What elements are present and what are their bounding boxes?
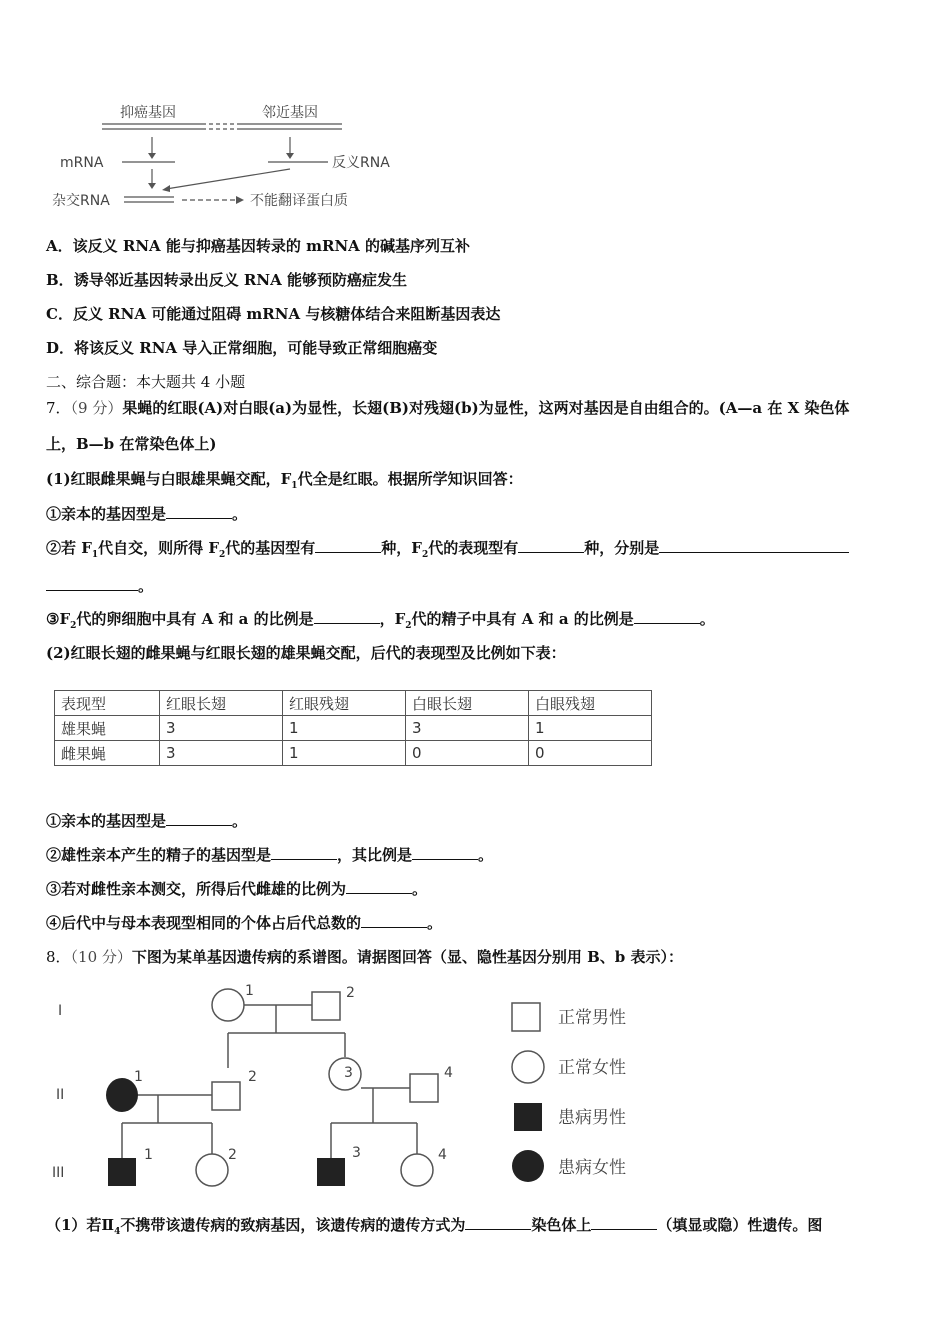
table-header: 白眼残翅 bbox=[529, 691, 652, 716]
table-row bbox=[55, 716, 652, 741]
generation-label: III bbox=[52, 1165, 65, 1181]
phenotype-table bbox=[54, 690, 652, 766]
individual-number: 3 bbox=[352, 1145, 361, 1161]
neighbor-gene-label: 邻近基因 bbox=[262, 105, 318, 121]
table-cell: 3 bbox=[160, 716, 283, 741]
table-header-row bbox=[55, 691, 652, 716]
section-heading: 二、综合题：本大题共 4 小题 bbox=[46, 373, 246, 391]
mrna-label: mRNA bbox=[60, 155, 104, 171]
table-header: 红眼长翅 bbox=[160, 691, 283, 716]
q7-p2-q4: ④后代中与母本表现型相同的个体占后代总数的 。 bbox=[46, 914, 443, 932]
table-cell: 3 bbox=[160, 741, 283, 766]
q7-stem-line1: 7．（9 分）果蝇的红眼(A)对白眼(a)为显性，长翅(B)对残翅(b)为显性，这两对基因是自由组合的。(A—a 在 X 染色体 bbox=[46, 399, 850, 417]
table-cell: 1 bbox=[283, 741, 406, 766]
individual-number: 3 bbox=[344, 1065, 353, 1081]
individual-number: 2 bbox=[346, 985, 355, 1001]
table-cell: 0 bbox=[529, 741, 652, 766]
q8-sub-q1: （1）若$Ⅱ_4$不携带该遗传病的致病基因，该遗传病的遗传方式为 染色体上 （填显或隐）性遗传。图 bbox=[46, 1216, 823, 1237]
option-d: D．将该反义 RNA 导入正常细胞，可能导致正常细胞癌变 bbox=[46, 339, 438, 357]
q7-p1-q1: ①亲本的基因型是 。 bbox=[46, 505, 248, 523]
generation-label: II bbox=[56, 1087, 65, 1103]
table-cell: 雌果蝇 bbox=[55, 741, 160, 766]
legend-affected-male: 患病男性 bbox=[558, 1108, 626, 1128]
individual-number: 4 bbox=[444, 1065, 453, 1081]
table-cell: 1 bbox=[529, 716, 652, 741]
antisense-rna-diagram bbox=[40, 95, 420, 220]
option-c: C．反义 RNA 可能通过阻碍 mRNA 与核糖体结合来阻断基因表达 bbox=[46, 305, 501, 323]
antisense-rna-label: 反义RNA bbox=[332, 155, 390, 171]
table-cell: 1 bbox=[283, 716, 406, 741]
q8-stem: 8．（10 分）下图为某单基因遗传病的系谱图。请据图回答（显、隐性基因分别用 B、b 表示）： bbox=[46, 948, 684, 966]
individual-number: 2 bbox=[228, 1147, 237, 1163]
individual-number: 2 bbox=[248, 1069, 257, 1085]
q7-part1: (1)红眼雌果蝇与白眼雄果蝇交配，$F_1$代全是红眼。根据所学知识回答： bbox=[46, 470, 523, 491]
pedigree-chart bbox=[40, 975, 680, 1200]
table-cell: 雄果蝇 bbox=[55, 716, 160, 741]
q7-p2-q2: ②雄性亲本产生的精子的基因型是 ，其比例是 。 bbox=[46, 846, 494, 864]
table-row bbox=[55, 741, 652, 766]
generation-label: I bbox=[58, 1003, 63, 1019]
table-cell: 0 bbox=[406, 741, 529, 766]
table-header: 白眼长翅 bbox=[406, 691, 529, 716]
table-header: 红眼残翅 bbox=[283, 691, 406, 716]
q7-stem-line2: 上，B—b 在常染色体上) bbox=[46, 435, 217, 453]
legend-normal-female: 正常女性 bbox=[558, 1058, 626, 1078]
q7-p2-q3: ③若对雌性亲本测交，所得后代雌雄的比例为 。 bbox=[46, 880, 428, 898]
legend-affected-female: 患病女性 bbox=[558, 1158, 626, 1178]
option-b: B．诱导邻近基因转录出反义 RNA 能够预防癌症发生 bbox=[46, 271, 407, 289]
individual-number: 4 bbox=[438, 1147, 447, 1163]
q7-p2-q1: ①亲本的基因型是 。 bbox=[46, 812, 248, 830]
individual-number: 1 bbox=[245, 983, 254, 999]
individual-number: 1 bbox=[134, 1069, 143, 1085]
no-translation-label: 不能翻译蛋白质 bbox=[250, 193, 348, 209]
q7-p1-q2-cont: 。 bbox=[46, 576, 153, 596]
q7-p1-q3: $③F_2$代的卵细胞中具有 A 和 a 的比例是 ，$F_2$代的精子中具有 A 和 a 的比例是 。 bbox=[46, 610, 715, 631]
q7-p1-q2: ②若 $F_1$代自交，则所得 $F_2$代的基因型有 种，$F_2$代的表现型有 种，分别是 bbox=[46, 538, 849, 565]
legend-normal-male: 正常男性 bbox=[558, 1008, 626, 1028]
table-header: 表现型 bbox=[55, 691, 160, 716]
individual-number: 1 bbox=[144, 1147, 153, 1163]
option-a: A．该反义 RNA 能与抑癌基因转录的 mRNA 的碱基序列互补 bbox=[46, 237, 471, 255]
hybrid-rna-label: 杂交RNA bbox=[52, 193, 110, 209]
table-cell: 3 bbox=[406, 716, 529, 741]
q7-part2: (2)红眼长翅的雌果蝇与红眼长翅的雄果蝇交配，后代的表现型及比例如下表： bbox=[46, 644, 566, 662]
tumor-gene-label: 抑癌基因 bbox=[120, 105, 176, 121]
